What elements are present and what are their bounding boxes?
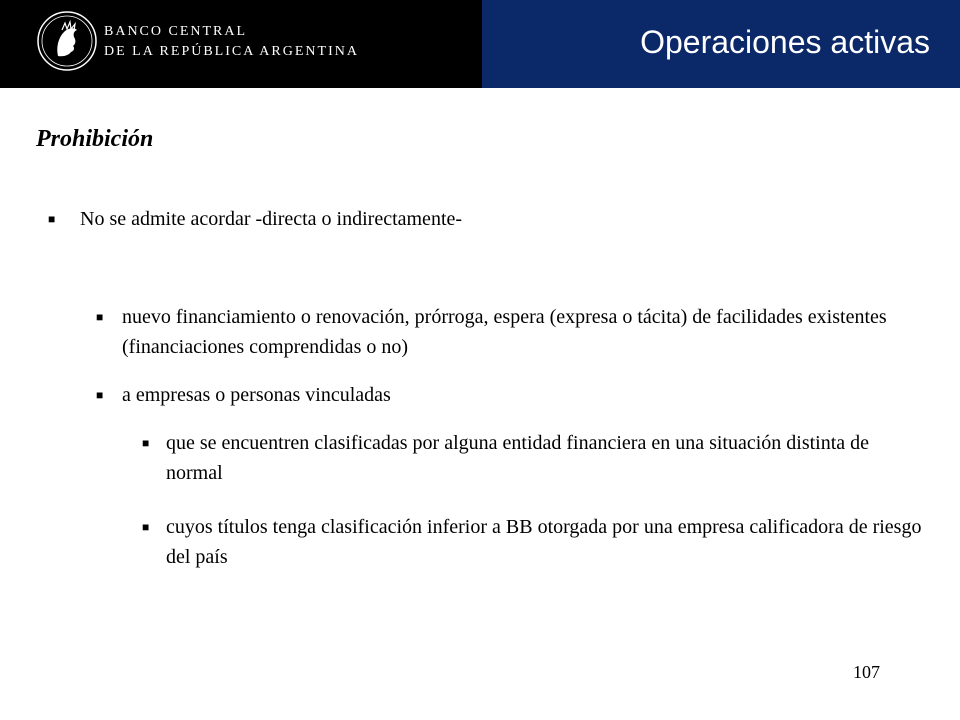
bullet-marker-icon: ■ <box>142 520 150 534</box>
bullet-marker-icon: ■ <box>142 436 150 450</box>
bullet-level2 <box>96 380 916 410</box>
bullet-level2 <box>96 302 916 362</box>
logo-text-line1: BANCO CENTRAL <box>104 24 248 39</box>
bullet-text: No se admite acordar -directa o indirectamente- <box>80 208 463 230</box>
bullet-marker-icon: ■ <box>48 212 56 226</box>
slide-header <box>0 0 960 88</box>
section-title: Prohibición <box>36 126 154 152</box>
bullet-text: que se encuentren clasificadas por alguna entidad financiera en una situación distinta de normal <box>166 432 870 484</box>
bullet-level3 <box>142 512 922 572</box>
bullet-text: cuyos títulos tenga clasificación inferior a BB otorgada por una empresa calificadora de riesgo del país <box>166 516 922 568</box>
bullet-level1 <box>48 204 828 234</box>
bullet-text: a empresas o personas vinculadas <box>122 384 391 406</box>
bullet-text: nuevo financiamiento o renovación, prórroga, espera (expresa o tácita) de facilidades existentes (financiaciones comprendidas o no) <box>122 306 887 358</box>
bullet-marker-icon: ■ <box>96 310 104 324</box>
slide-title: Operaciones activas <box>640 24 930 60</box>
liberty-head-seal-icon <box>36 10 98 72</box>
bullet-marker-icon: ■ <box>96 388 104 402</box>
bullet-level3 <box>142 428 922 488</box>
logo-text-line2: DE LA REPÚBLICA ARGENTINA <box>104 44 359 59</box>
page-number: 107 <box>853 662 880 682</box>
